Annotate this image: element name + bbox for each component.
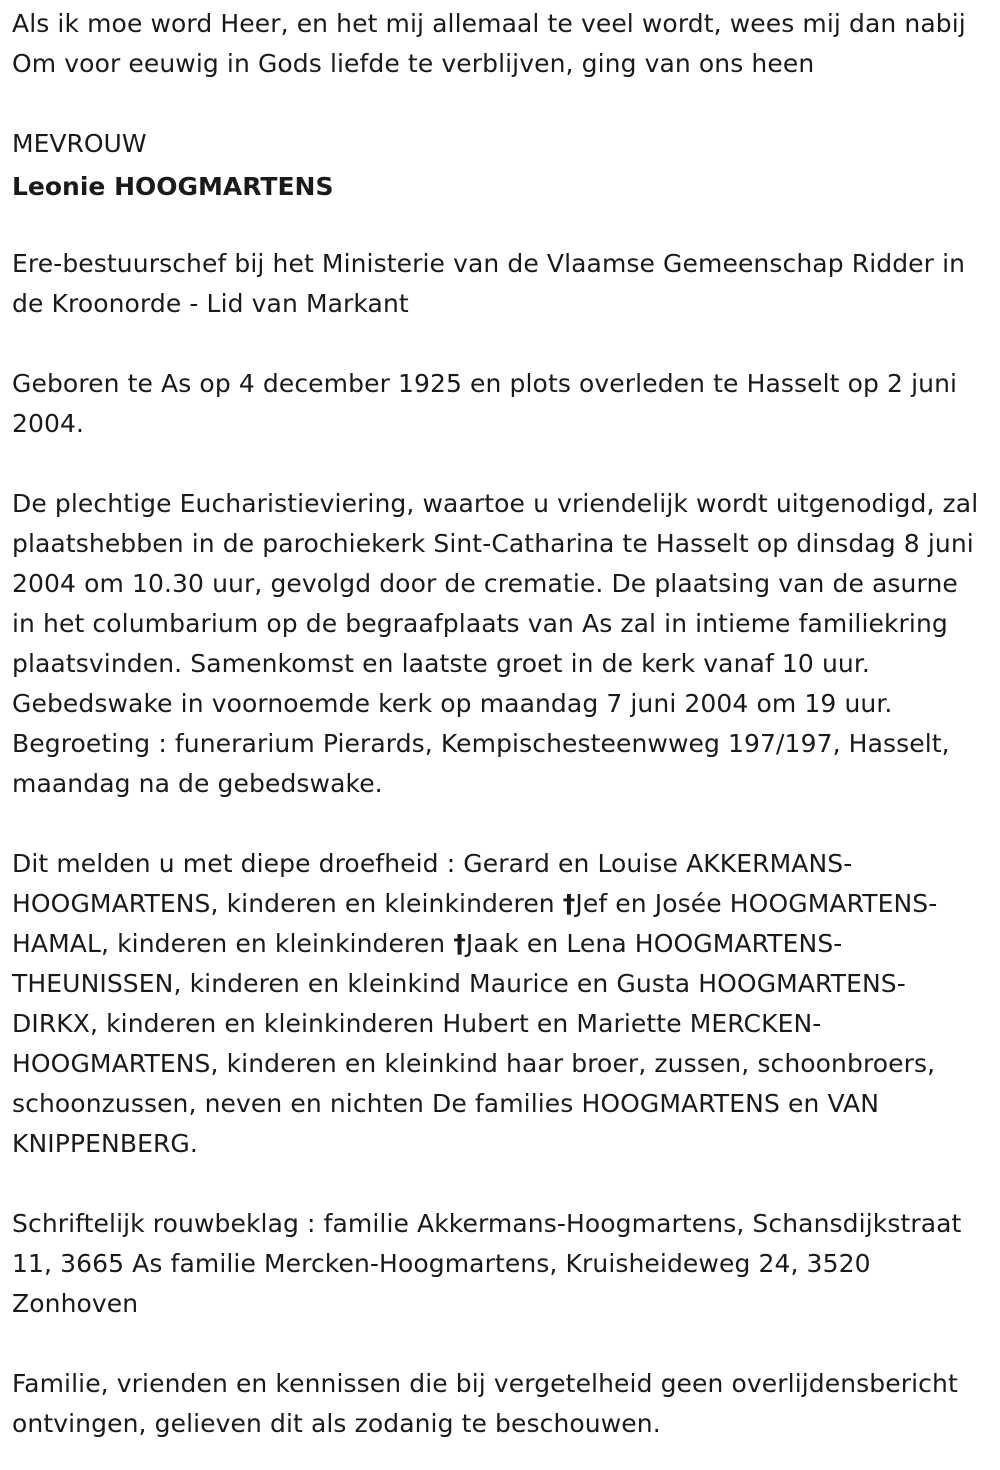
family-announcement bbox=[12, 844, 988, 1164]
family-text-part3: Jaak en Lena HOOGMARTENS-THEUNISSEN, kinderen en kleinkind Maurice en Gusta HOOGMARTENS-DIRKX, kinderen en kleinkinderen Hubert en Mariette MERCKEN-HOOGMARTENS, kinderen en kleinkind haar broer, zussen, schoonbroers, schoonzussen, neven en nichten De families HOOGMARTENS en VAN KNIPPENBERG. bbox=[12, 929, 936, 1158]
opening-verse: Als ik moe word Heer, en het mij allemaal te veel wordt, wees mij dan nabij Om voor eeuwig in Gods liefde te verblijven, ging van ons heen bbox=[12, 9, 966, 78]
salutation: MEVROUW bbox=[12, 129, 147, 158]
cross-icon: † bbox=[453, 929, 466, 958]
ceremony-info: De plechtige Eucharistieviering, waartoe u vriendelijk wordt uitgenodigd, zal plaatshebben in de parochiekerk Sint-Catharina te Hasselt op dinsdag 8 juni 2004 om 10.30 uur, gevolgd door de crematie. De plaatsing van de asurne in het columbarium op de begraafplaats van As zal in intieme familiekring plaatsvinden. Samenkomst en laatste groet in de kerk vanaf 10 uur. Gebedswake in voornoemde kerk op maandag 7 juni 2004 om 19 uur. Begroeting : funerarium Pierards, Kempischesteenwweg 197/197, Hasselt, maandag na de gebedswake. bbox=[12, 489, 979, 798]
titles: Ere-bestuurschef bij het Ministerie van de Vlaamse Gemeenschap Ridder in de Kroonorde - Lid van Markant bbox=[12, 249, 966, 318]
family-text-part2: Jef en Josée HOOGMARTENS-HAMAL, kinderen en kleinkinderen bbox=[12, 889, 938, 958]
closing-note: Familie, vrienden en kennissen die bij vergetelheid geen overlijdensbericht ontvingen, gelieven dit als zodanig te beschouwen. bbox=[12, 1369, 958, 1438]
birth-death-info: Geboren te As op 4 december 1925 en plots overleden te Hasselt op 2 juni 2004. bbox=[12, 369, 958, 438]
cross-icon: † bbox=[562, 889, 576, 918]
condolence-address: Schriftelijk rouwbeklag : familie Akkermans-Hoogmartens, Schansdijkstraat 11, 3665 As familie Mercken-Hoogmartens, Kruisheideweg 24, 3520 Zonhoven bbox=[12, 1209, 962, 1318]
deceased-name: Leonie HOOGMARTENS bbox=[12, 172, 334, 201]
family-text-part1: Dit melden u met diepe droefheid : Gerard en Louise AKKERMANS-HOOGMARTENS, kinderen en kleinkinderen bbox=[12, 849, 853, 918]
